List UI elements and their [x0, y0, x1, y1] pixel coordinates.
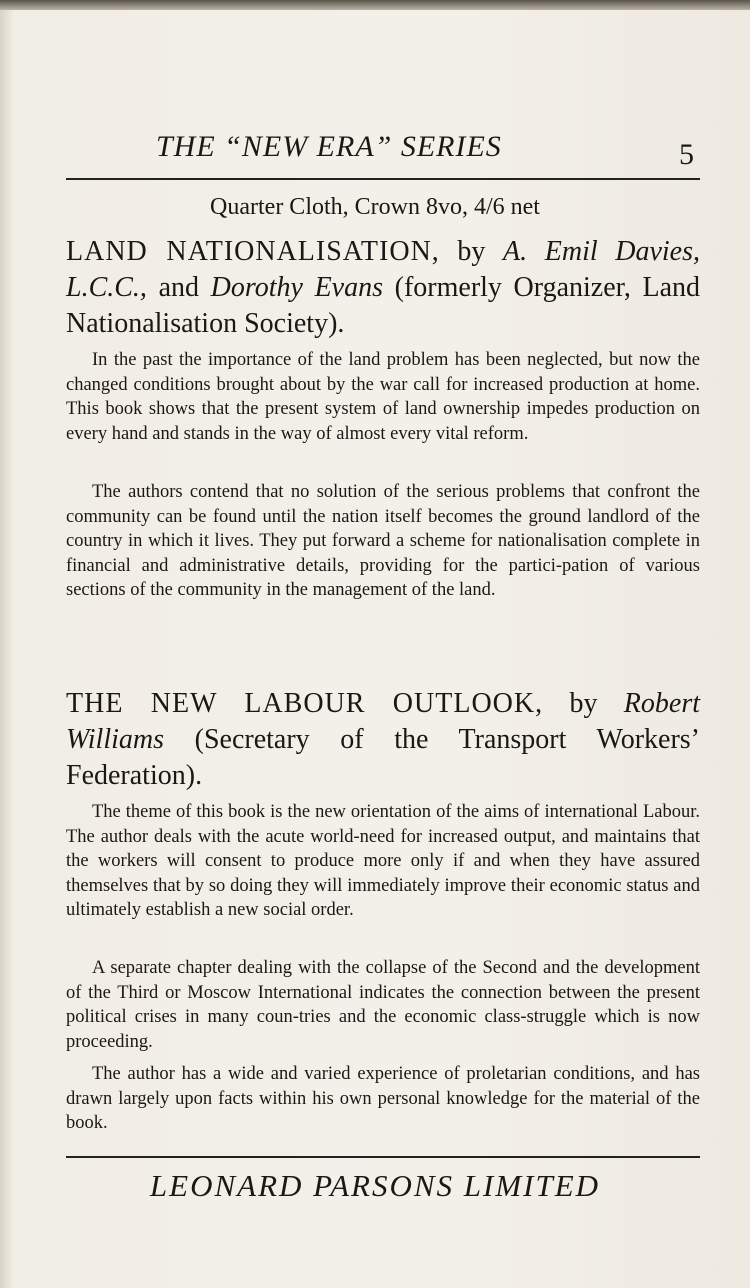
entry-by: by: [457, 236, 486, 267]
entry-by: by: [569, 688, 598, 719]
entry-paragraph: In the past the importance of the land problem has been neglected, but now the changed conditions brought about by the war call for increased production at home. This book shows that the present system of land ownership impedes production on every hand and stands in the way of almost every vital reform.: [66, 350, 700, 444]
entry-heading-land-nationalisation: [66, 234, 700, 342]
entry-author-note: (Secretary of the Transport Workers’ Federation).: [66, 724, 700, 791]
publisher-name: LEONARD PARSONS LIMITED: [149, 1168, 601, 1203]
entry-author: Dorothy Evans: [210, 272, 383, 303]
entry-paragraph: The authors contend that no solution of the serious problems that confront the community can be found until the nation itself becomes the ground landlord of the country in which it lives. They put forward a scheme for nationalisation complete in financial and administrative details, providing for the partici-pation of various sections of the community in the management of the land.: [66, 482, 700, 600]
footer-rule: [66, 1156, 700, 1158]
entry-paragraph: The theme of this book is the new orientation of the aims of international Labour. The author deals with the acute world-need for increased output, and maintains that the workers will consent to produce more only if and when they have assured themselves that by so doing they will immediately improve their economic status and ultimately establish a new social order.: [66, 802, 700, 920]
entry-and: and: [158, 272, 200, 303]
page-number: 5: [679, 138, 694, 171]
entry-paragraph: A separate chapter dealing with the collapse of the Second and the development of the Third or Moscow International indicates the connection between the present political crises in many coun-tries and the economic class-struggle which is now proceeding.: [66, 958, 700, 1052]
entry-title: LAND NATIONALISATION,: [66, 236, 440, 267]
running-header: [66, 126, 700, 180]
page-top-edge: [0, 0, 750, 10]
entry-title: THE NEW LABOUR OUTLOOK,: [66, 688, 544, 719]
entry-paragraph: The author has a wide and varied experience of proletarian conditions, and has drawn largely upon facts within his own personal knowledge for the material of the book.: [66, 1064, 700, 1133]
entry-heading-new-labour-outlook: [66, 686, 700, 794]
entry-author: Robert Williams: [66, 688, 701, 755]
entry-author: A. Emil Davies, L.C.C.,: [66, 236, 701, 303]
series-title: THE “NEW ERA” SERIES: [156, 130, 502, 163]
entry-author-note: (formerly Organizer, Land Nationalisation Society).: [66, 272, 701, 339]
format-line: Quarter Cloth, Crown 8vo, 4/6 net: [210, 194, 540, 220]
